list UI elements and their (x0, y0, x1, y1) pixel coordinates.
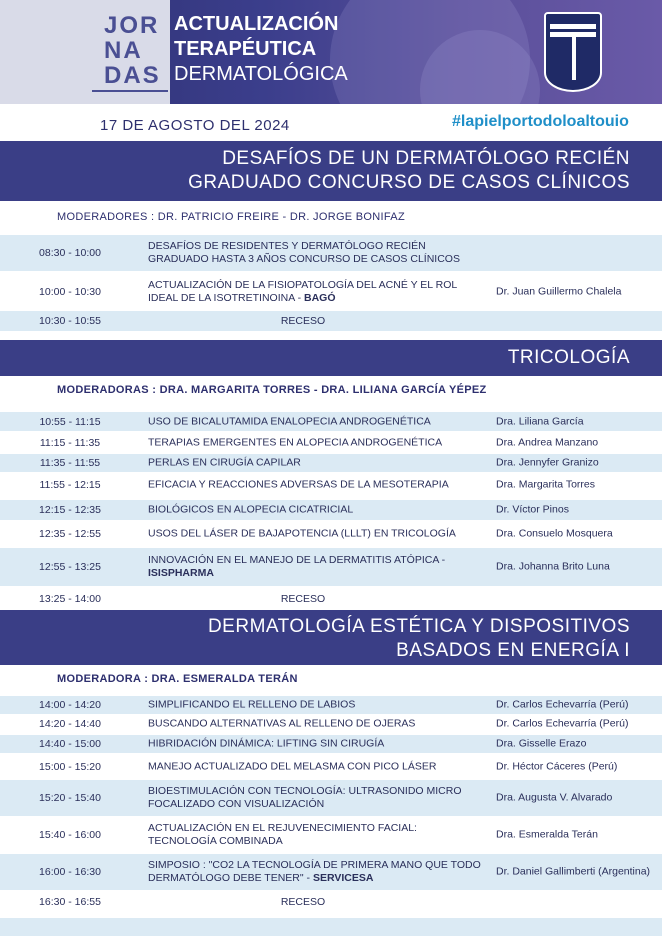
session-speaker: Dr. Daniel Gallimberti (Argentina) (496, 865, 651, 878)
sponsor-label: BAGÓ (301, 292, 336, 304)
session-speaker: Dra. Consuelo Mosquera (496, 527, 613, 540)
session-time: 10:00 - 10:30 (39, 286, 101, 298)
section-title-line: BASADOS EN ENERGÍA I (396, 640, 630, 661)
session-time: 15:20 - 15:40 (39, 792, 101, 804)
session-time: 16:30 - 16:55 (39, 896, 101, 908)
recess-label: RECESO (280, 315, 326, 327)
schedule-row (0, 854, 662, 890)
recess-label: RECESO (280, 593, 326, 605)
session-time: 12:15 - 12:35 (39, 504, 101, 516)
session-speaker: Dra. Gisselle Erazo (496, 737, 587, 750)
session-time: 10:55 - 11:15 (39, 415, 101, 428)
session-topic: ACTUALIZACIÓN EN EL REJUVENECIMIENTO FACIAL: TECNOLOGÍA COMBINADA (148, 822, 417, 847)
session-time: 13:25 - 14:00 (39, 593, 101, 605)
session-topic: TERAPIAS EMERGENTES EN ALOPECIA ANDROGENÉTICA (148, 436, 443, 448)
session-speaker: Dra. Johanna Brito Luna (496, 560, 610, 573)
session-topic: MANEJO ACTUALIZADO DEL MELASMA CON PICO LÁSER (148, 760, 437, 773)
schedule-row (0, 454, 662, 472)
session-speaker: Dr. Víctor Pinos (496, 503, 569, 516)
schedule-row (0, 500, 662, 520)
sponsor-label: SERVICESA (310, 872, 374, 884)
logo-das: DAS (104, 62, 161, 89)
session-topic: HIBRIDACIÓN DINÁMICA: LIFTING SIN CIRUGÍA (148, 737, 385, 750)
session-time: 11:35 - 11:55 (39, 457, 101, 469)
header-title-1: ACTUALIZACIÓN (174, 13, 339, 35)
schedule-row (0, 548, 662, 586)
session-time: 11:55 - 12:15 (39, 479, 101, 491)
session-time: 14:40 - 15:00 (39, 738, 101, 750)
session-time: 12:55 - 13:25 (39, 561, 101, 573)
session-speaker: Dra. Liliana García (496, 415, 584, 427)
session-topic: BIOLÓGICOS EN ALOPECIA CICATRICIAL (148, 503, 354, 516)
session-topic: ACTUALIZACIÓN DE LA FISIOPATOLOGÍA DEL ACNÉ Y EL ROL IDEAL DE LA ISOTRETINOINA - BAGÓ (148, 279, 457, 304)
footer-bar (0, 918, 662, 936)
session-speaker: Dra. Margarita Torres (496, 478, 596, 491)
session-time: 15:40 - 16:00 (39, 829, 101, 841)
event-date: 17 DE AGOSTO DEL 2024 (100, 117, 290, 134)
section-title-line: DERMATOLOGÍA ESTÉTICA Y DISPOSITIVOS (207, 616, 630, 637)
session-topic: INNOVACIÓN EN EL MANEJO DE LA DERMATITIS ATÓPICA - ISISPHARMA (148, 554, 446, 579)
session-topic: BIOESTIMULACIÓN CON TECNOLOGÍA: ULTRASONIDO MICRO FOCALIZADO CON VISUALIZACIÓN (148, 785, 462, 810)
schedule-row (0, 523, 662, 545)
section-title-line: DESAFÍOS DE UN DERMATÓLOGO RECIÉN (222, 148, 630, 169)
session-topic: SIMPLIFICANDO EL RELLENO DE LABIOS (148, 698, 356, 711)
schedule-row (0, 780, 662, 816)
session-time: 08:30 - 10:00 (39, 247, 101, 259)
schedule-row (0, 412, 662, 431)
header-banner (0, 0, 662, 104)
moderators: MODERADORA : DRA. ESMERALDA TERÁN (57, 673, 298, 685)
session-topic: SIMPOSIO : "CO2 LA TECNOLOGÍA DE PRIMERA MANO QUE TODO DERMATÓLOGO DEBE TENER" - SERVICESA (148, 859, 481, 884)
session-topic: USO DE BICALUTAMIDA ENALOPECIA ANDROGENÉTICA (148, 415, 431, 427)
section-title-bar (0, 141, 662, 201)
schedule-row-recess (0, 892, 662, 912)
logo-na: NA (104, 37, 143, 64)
session-speaker: Dra. Esmeralda Terán (496, 828, 598, 841)
session-time: 16:00 - 16:30 (39, 866, 101, 878)
schedule-row (0, 735, 662, 753)
section-title-bar (0, 340, 662, 376)
session-speaker: Dr. Carlos Echevarría (Perú) (496, 698, 629, 711)
moderators: MODERADORAS : DRA. MARGARITA TORRES - DRA. LILIANA GARCÍA YÉPEZ (57, 384, 487, 396)
session-topic: PERLAS EN CIRUGÍA CAPILAR (148, 456, 301, 469)
schedule-row (0, 715, 662, 733)
schedule-row (0, 818, 662, 852)
schedule-row-recess (0, 589, 662, 609)
society-crest-icon (544, 12, 602, 92)
event-hashtag: #lapielportodoloaltouio (452, 113, 629, 130)
session-topic: USOS DEL LÁSER DE BAJAPOTENCIA (LLLT) EN TRICOLOGÍA (148, 527, 456, 540)
schedule-row (0, 275, 662, 309)
session-speaker: Dra. Augusta V. Alvarado (496, 791, 613, 804)
sponsor-label: ISISPHARMA (148, 567, 214, 579)
session-speaker: Dr. Héctor Cáceres (Perú) (496, 760, 618, 773)
session-speaker: Dra. Jennyfer Granizo (496, 456, 599, 469)
session-topic: EFICACIA Y REACCIONES ADVERSAS DE LA MESOTERAPIA (148, 478, 449, 491)
session-topic: BUSCANDO ALTERNATIVAS AL RELLENO DE OJERAS (148, 717, 416, 730)
header-title-2: TERAPÉUTICA (174, 38, 317, 60)
session-time: 14:00 - 14:20 (39, 699, 101, 711)
section-title-line: TRICOLOGÍA (507, 347, 630, 368)
moderators: MODERADORES : DR. PATRICIO FREIRE - DR. JORGE BONIFAZ (57, 211, 405, 223)
logo-jor: JOR (104, 12, 160, 39)
schedule-row (0, 235, 662, 271)
schedule-row (0, 696, 662, 714)
header-title-3: DERMATOLÓGICA (174, 63, 348, 85)
session-time: 11:15 - 11:35 (39, 436, 101, 449)
schedule-row (0, 474, 662, 496)
session-time: 12:35 - 12:55 (39, 528, 101, 540)
session-topic: DESAFÍOS DE RESIDENTES Y DERMATÓLOGO RECIÉN GRADUADO HASTA 3 AÑOS CONCURSO DE CASOS CLÍNICOS (148, 240, 460, 265)
schedule-row (0, 756, 662, 778)
session-time: 14:20 - 14:40 (39, 718, 101, 730)
section-title-line: GRADUADO CONCURSO DE CASOS CLÍNICOS (188, 172, 630, 193)
session-time: 15:00 - 15:20 (39, 761, 101, 773)
session-speaker: Dr. Juan Guillermo Chalela (496, 285, 622, 298)
schedule-row-recess (0, 311, 662, 331)
session-speaker: Dra. Andrea Manzano (496, 436, 599, 448)
schedule-row (0, 433, 662, 452)
section-title-bar (0, 610, 662, 665)
session-time: 10:30 - 10:55 (39, 315, 101, 327)
recess-label: RECESO (280, 896, 326, 908)
logo-underline (92, 90, 168, 92)
session-speaker: Dr. Carlos Echevarría (Perú) (496, 717, 629, 730)
